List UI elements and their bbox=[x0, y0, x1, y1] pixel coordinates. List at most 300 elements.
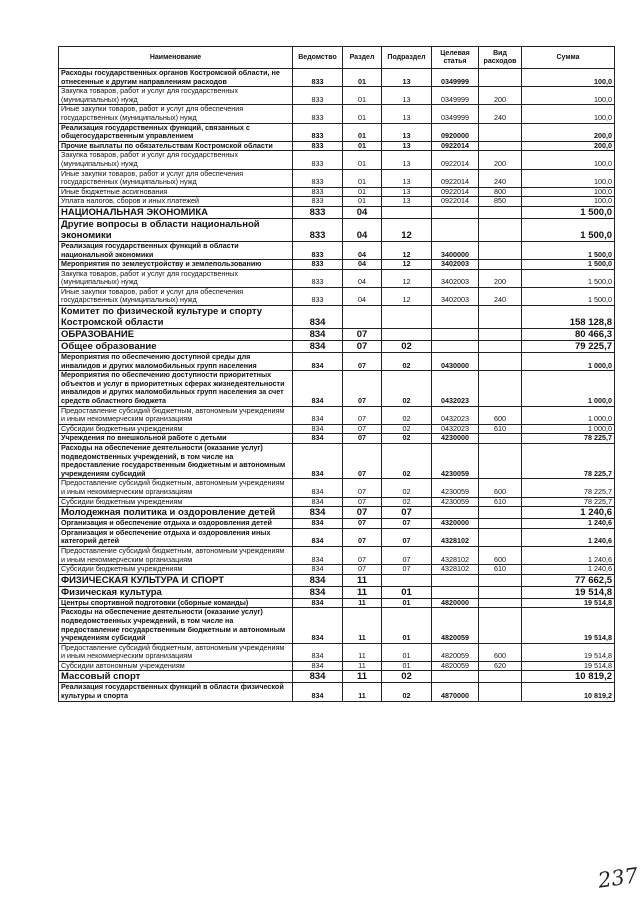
cell-subsection: 02 bbox=[382, 671, 432, 683]
cell-subsection: 13 bbox=[382, 141, 432, 151]
cell-expense-type bbox=[479, 586, 522, 598]
cell-amount: 1 240,6 bbox=[522, 507, 615, 519]
cell-name: Мероприятия по обеспечению доступности приоритетных объектов и услуг в приоритетных сферах жизнедеятельности инвалидов и других маломобильных групп населения за счет средств областного бюджета bbox=[59, 371, 293, 406]
cell-amount: 200,0 bbox=[522, 141, 615, 151]
cell-department: 834 bbox=[293, 424, 343, 434]
cell-subsection: 07 bbox=[382, 519, 432, 529]
table-row bbox=[59, 241, 615, 259]
cell-expense-type bbox=[479, 306, 522, 329]
cell-amount: 19 514,8 bbox=[522, 661, 615, 671]
cell-amount: 19 514,8 bbox=[522, 643, 615, 661]
cell-target-item: 3402003 bbox=[432, 269, 479, 287]
table-row bbox=[59, 497, 615, 507]
cell-target-item: 4820059 bbox=[432, 643, 479, 661]
cell-name: Предоставление субсидий бюджетным, автономным учреждениям и иным некоммерческим организациям bbox=[59, 643, 293, 661]
table-row bbox=[59, 206, 615, 218]
cell-section: 11 bbox=[343, 671, 382, 683]
table-row bbox=[59, 424, 615, 434]
cell-section: 01 bbox=[343, 197, 382, 207]
cell-expense-type: 600 bbox=[479, 643, 522, 661]
cell-section: 11 bbox=[343, 661, 382, 671]
cell-expense-type: 850 bbox=[479, 197, 522, 207]
cell-target-item bbox=[432, 574, 479, 586]
cell-section: 04 bbox=[343, 241, 382, 259]
header-target-item: Целевая статья bbox=[432, 47, 479, 69]
cell-expense-type bbox=[479, 598, 522, 608]
cell-target-item: 0922014 bbox=[432, 151, 479, 169]
table-row bbox=[59, 329, 615, 341]
cell-target-item: 0349999 bbox=[432, 87, 479, 105]
table-row bbox=[59, 287, 615, 305]
table-row bbox=[59, 406, 615, 424]
table-row bbox=[59, 269, 615, 287]
cell-section: 01 bbox=[343, 123, 382, 141]
cell-name: Предоставление субсидий бюджетным, автономным учреждениям и иным некоммерческим организациям bbox=[59, 479, 293, 497]
cell-section: 07 bbox=[343, 507, 382, 519]
cell-department: 833 bbox=[293, 87, 343, 105]
cell-amount: 100,0 bbox=[522, 169, 615, 187]
cell-expense-type: 200 bbox=[479, 269, 522, 287]
cell-amount: 100,0 bbox=[522, 187, 615, 197]
table-row bbox=[59, 661, 615, 671]
cell-name: Закупка товаров, работ и услуг для государственных (муниципальных) нужд bbox=[59, 269, 293, 287]
cell-expense-type bbox=[479, 241, 522, 259]
cell-name: Иные закупки товаров, работ и услуг для обеспечения государственных (муниципальных) нужд bbox=[59, 287, 293, 305]
table-row bbox=[59, 371, 615, 406]
cell-subsection: 02 bbox=[382, 353, 432, 371]
cell-name: Расходы на обеспечение деятельности (оказание услуг) подведомственных учреждений, в том числе на предоставление государственным бюджетным и автономным учреждениям субсидий bbox=[59, 444, 293, 479]
cell-section: 11 bbox=[343, 598, 382, 608]
cell-department: 834 bbox=[293, 683, 343, 701]
cell-name: Иные закупки товаров, работ и услуг для обеспечения государственных (муниципальных) нужд bbox=[59, 169, 293, 187]
cell-target-item: 4820059 bbox=[432, 661, 479, 671]
cell-subsection: 12 bbox=[382, 218, 432, 241]
cell-expense-type: 240 bbox=[479, 105, 522, 123]
cell-department: 834 bbox=[293, 507, 343, 519]
table-row bbox=[59, 197, 615, 207]
cell-department: 834 bbox=[293, 586, 343, 598]
cell-department: 833 bbox=[293, 218, 343, 241]
cell-amount: 1 500,0 bbox=[522, 260, 615, 270]
cell-name: Закупка товаров, работ и услуг для государственных (муниципальных) нужд bbox=[59, 151, 293, 169]
cell-name: ФИЗИЧЕСКАЯ КУЛЬТУРА И СПОРТ bbox=[59, 574, 293, 586]
cell-expense-type bbox=[479, 69, 522, 87]
cell-section: 07 bbox=[343, 329, 382, 341]
cell-target-item bbox=[432, 329, 479, 341]
cell-name: Прочие выплаты по обязательствам Костромской области bbox=[59, 141, 293, 151]
cell-amount: 1 500,0 bbox=[522, 287, 615, 305]
cell-amount: 1 240,6 bbox=[522, 528, 615, 546]
cell-department: 833 bbox=[293, 187, 343, 197]
cell-department: 834 bbox=[293, 329, 343, 341]
cell-target-item: 0922014 bbox=[432, 187, 479, 197]
header-department: Ведомство bbox=[293, 47, 343, 69]
cell-amount: 1 000,0 bbox=[522, 406, 615, 424]
cell-subsection: 13 bbox=[382, 123, 432, 141]
cell-expense-type: 800 bbox=[479, 187, 522, 197]
cell-department: 833 bbox=[293, 141, 343, 151]
cell-name: Центры спортивной подготовки (сборные команды) bbox=[59, 598, 293, 608]
cell-target-item bbox=[432, 306, 479, 329]
cell-subsection: 01 bbox=[382, 608, 432, 643]
cell-name: НАЦИОНАЛЬНАЯ ЭКОНОМИКА bbox=[59, 206, 293, 218]
cell-department: 833 bbox=[293, 105, 343, 123]
cell-subsection: 07 bbox=[382, 565, 432, 575]
header-amount: Сумма bbox=[522, 47, 615, 69]
cell-expense-type bbox=[479, 341, 522, 353]
cell-target-item: 4328102 bbox=[432, 528, 479, 546]
cell-department: 833 bbox=[293, 287, 343, 305]
cell-target-item bbox=[432, 341, 479, 353]
cell-subsection: 13 bbox=[382, 69, 432, 87]
cell-target-item: 0432023 bbox=[432, 406, 479, 424]
table-row bbox=[59, 434, 615, 444]
cell-section: 07 bbox=[343, 341, 382, 353]
cell-department: 833 bbox=[293, 197, 343, 207]
cell-subsection: 13 bbox=[382, 169, 432, 187]
cell-subsection: 13 bbox=[382, 197, 432, 207]
cell-department: 834 bbox=[293, 546, 343, 564]
cell-department: 833 bbox=[293, 269, 343, 287]
table-body bbox=[59, 69, 615, 702]
cell-name: Расходы на обеспечение деятельности (оказание услуг) подведомственных учреждений, в том числе на предоставление государственным бюджетным и автономным учреждениям субсидий bbox=[59, 608, 293, 643]
cell-target-item: 3402003 bbox=[432, 260, 479, 270]
cell-amount: 10 819,2 bbox=[522, 683, 615, 701]
cell-section: 04 bbox=[343, 269, 382, 287]
cell-section: 04 bbox=[343, 287, 382, 305]
cell-expense-type bbox=[479, 507, 522, 519]
table-row bbox=[59, 671, 615, 683]
cell-department: 834 bbox=[293, 643, 343, 661]
page-number: 237 bbox=[596, 863, 640, 893]
table-row bbox=[59, 151, 615, 169]
cell-department: 834 bbox=[293, 406, 343, 424]
cell-target-item: 3400000 bbox=[432, 241, 479, 259]
table-row bbox=[59, 260, 615, 270]
table-row bbox=[59, 586, 615, 598]
cell-name: Организация и обеспечение отдыха и оздоровления иных категорий детей bbox=[59, 528, 293, 546]
cell-expense-type bbox=[479, 444, 522, 479]
cell-name: Реализация государственных функций в области национальной экономики bbox=[59, 241, 293, 259]
cell-name: Субсидии бюджетным учреждениям bbox=[59, 424, 293, 434]
cell-expense-type bbox=[479, 260, 522, 270]
table-row bbox=[59, 574, 615, 586]
cell-section: 07 bbox=[343, 424, 382, 434]
cell-subsection: 12 bbox=[382, 269, 432, 287]
cell-section: 07 bbox=[343, 479, 382, 497]
cell-name: Иные закупки товаров, работ и услуг для обеспечения государственных (муниципальных) нужд bbox=[59, 105, 293, 123]
cell-department: 834 bbox=[293, 565, 343, 575]
cell-department: 834 bbox=[293, 574, 343, 586]
cell-subsection bbox=[382, 306, 432, 329]
cell-section: 01 bbox=[343, 141, 382, 151]
cell-amount: 200,0 bbox=[522, 123, 615, 141]
cell-target-item: 0922014 bbox=[432, 169, 479, 187]
cell-expense-type: 610 bbox=[479, 565, 522, 575]
cell-department: 833 bbox=[293, 241, 343, 259]
cell-expense-type: 610 bbox=[479, 497, 522, 507]
cell-section: 07 bbox=[343, 434, 382, 444]
cell-section: 07 bbox=[343, 371, 382, 406]
cell-section: 07 bbox=[343, 528, 382, 546]
table-row bbox=[59, 608, 615, 643]
cell-expense-type: 600 bbox=[479, 406, 522, 424]
cell-section: 07 bbox=[343, 406, 382, 424]
cell-department: 834 bbox=[293, 444, 343, 479]
cell-target-item: 4230059 bbox=[432, 444, 479, 479]
cell-section: 04 bbox=[343, 260, 382, 270]
cell-target-item: 4230059 bbox=[432, 497, 479, 507]
cell-section: 04 bbox=[343, 206, 382, 218]
cell-target-item: 0430000 bbox=[432, 353, 479, 371]
table-row bbox=[59, 187, 615, 197]
cell-subsection: 07 bbox=[382, 546, 432, 564]
cell-amount: 77 662,5 bbox=[522, 574, 615, 586]
cell-amount: 1 240,6 bbox=[522, 565, 615, 575]
cell-department: 834 bbox=[293, 371, 343, 406]
cell-section: 07 bbox=[343, 444, 382, 479]
table-row bbox=[59, 69, 615, 87]
table-row bbox=[59, 528, 615, 546]
cell-section: 01 bbox=[343, 87, 382, 105]
cell-section: 01 bbox=[343, 187, 382, 197]
cell-amount: 1 000,0 bbox=[522, 353, 615, 371]
cell-section: 07 bbox=[343, 519, 382, 529]
cell-subsection: 12 bbox=[382, 287, 432, 305]
cell-section: 11 bbox=[343, 683, 382, 701]
cell-name: Субсидии бюджетным учреждениям bbox=[59, 565, 293, 575]
table-row bbox=[59, 141, 615, 151]
table-row bbox=[59, 123, 615, 141]
cell-department: 834 bbox=[293, 434, 343, 444]
cell-section: 07 bbox=[343, 353, 382, 371]
cell-amount: 1 500,0 bbox=[522, 206, 615, 218]
cell-department: 834 bbox=[293, 598, 343, 608]
cell-target-item: 4820059 bbox=[432, 608, 479, 643]
cell-name: Другие вопросы в области национальной экономики bbox=[59, 218, 293, 241]
table-row bbox=[59, 306, 615, 329]
cell-expense-type bbox=[479, 206, 522, 218]
cell-department: 834 bbox=[293, 479, 343, 497]
table-header-row bbox=[59, 47, 615, 69]
cell-target-item: 4820000 bbox=[432, 598, 479, 608]
cell-amount: 80 466,3 bbox=[522, 329, 615, 341]
cell-expense-type: 200 bbox=[479, 151, 522, 169]
header-subsection: Подраздел bbox=[382, 47, 432, 69]
cell-expense-type bbox=[479, 434, 522, 444]
cell-expense-type: 600 bbox=[479, 546, 522, 564]
cell-name: Общее образование bbox=[59, 341, 293, 353]
cell-name: Комитет по физической культуре и спорту Костромской области bbox=[59, 306, 293, 329]
table-row bbox=[59, 683, 615, 701]
cell-subsection: 02 bbox=[382, 444, 432, 479]
cell-subsection: 02 bbox=[382, 497, 432, 507]
cell-expense-type: 200 bbox=[479, 87, 522, 105]
cell-section: 01 bbox=[343, 151, 382, 169]
table-row bbox=[59, 105, 615, 123]
cell-subsection: 01 bbox=[382, 586, 432, 598]
cell-target-item bbox=[432, 206, 479, 218]
cell-subsection: 02 bbox=[382, 341, 432, 353]
cell-target-item: 0922014 bbox=[432, 197, 479, 207]
table-row bbox=[59, 353, 615, 371]
cell-expense-type: 600 bbox=[479, 479, 522, 497]
cell-expense-type bbox=[479, 353, 522, 371]
cell-expense-type bbox=[479, 123, 522, 141]
table-row bbox=[59, 546, 615, 564]
cell-target-item bbox=[432, 218, 479, 241]
cell-subsection: 12 bbox=[382, 260, 432, 270]
cell-target-item bbox=[432, 507, 479, 519]
cell-amount: 100,0 bbox=[522, 69, 615, 87]
table-row bbox=[59, 341, 615, 353]
cell-name: Учреждения по внешкольной работе с детьми bbox=[59, 434, 293, 444]
cell-name: Молодежная политика и оздоровление детей bbox=[59, 507, 293, 519]
table-row bbox=[59, 507, 615, 519]
cell-department: 833 bbox=[293, 206, 343, 218]
cell-name: Мероприятия по землеустройству и землепользованию bbox=[59, 260, 293, 270]
cell-name: Субсидии бюджетным учреждениям bbox=[59, 497, 293, 507]
table-row bbox=[59, 479, 615, 497]
cell-name: ОБРАЗОВАНИЕ bbox=[59, 329, 293, 341]
cell-amount: 1 240,6 bbox=[522, 546, 615, 564]
cell-target-item: 4230000 bbox=[432, 434, 479, 444]
cell-name: Реализация государственных функций, связанных с общегосударственным управлением bbox=[59, 123, 293, 141]
table-row bbox=[59, 87, 615, 105]
cell-amount: 1 500,0 bbox=[522, 241, 615, 259]
cell-subsection: 01 bbox=[382, 661, 432, 671]
cell-target-item bbox=[432, 671, 479, 683]
cell-target-item: 0920000 bbox=[432, 123, 479, 141]
cell-department: 833 bbox=[293, 151, 343, 169]
cell-subsection: 13 bbox=[382, 187, 432, 197]
cell-name: Уплата налогов, сборов и иных платежей bbox=[59, 197, 293, 207]
cell-amount: 10 819,2 bbox=[522, 671, 615, 683]
cell-name: Иные бюджетные ассигнования bbox=[59, 187, 293, 197]
cell-expense-type: 240 bbox=[479, 287, 522, 305]
cell-department: 834 bbox=[293, 661, 343, 671]
cell-department: 833 bbox=[293, 260, 343, 270]
cell-target-item: 0432023 bbox=[432, 424, 479, 434]
cell-amount: 100,0 bbox=[522, 151, 615, 169]
cell-target-item: 3402003 bbox=[432, 287, 479, 305]
cell-amount: 1 000,0 bbox=[522, 424, 615, 434]
budget-table bbox=[58, 46, 615, 702]
cell-target-item: 0349999 bbox=[432, 105, 479, 123]
table-row bbox=[59, 169, 615, 187]
cell-department: 833 bbox=[293, 123, 343, 141]
cell-subsection: 02 bbox=[382, 406, 432, 424]
cell-expense-type bbox=[479, 218, 522, 241]
cell-target-item: 4328102 bbox=[432, 565, 479, 575]
cell-name: Расходы государственных органов Костромской области, не отнесенные к другим направлениям расходов bbox=[59, 69, 293, 87]
cell-amount: 19 514,8 bbox=[522, 586, 615, 598]
cell-department: 834 bbox=[293, 341, 343, 353]
cell-department: 834 bbox=[293, 528, 343, 546]
cell-amount: 78 225,7 bbox=[522, 434, 615, 444]
cell-name: Закупка товаров, работ и услуг для государственных (муниципальных) нужд bbox=[59, 87, 293, 105]
cell-target-item: 0349999 bbox=[432, 69, 479, 87]
header-section: Раздел bbox=[343, 47, 382, 69]
cell-section: 07 bbox=[343, 497, 382, 507]
cell-target-item bbox=[432, 586, 479, 598]
cell-section: 07 bbox=[343, 546, 382, 564]
cell-name: Физическая культура bbox=[59, 586, 293, 598]
cell-name: Субсидии автономным учреждениям bbox=[59, 661, 293, 671]
cell-section: 11 bbox=[343, 574, 382, 586]
cell-name: Массовый спорт bbox=[59, 671, 293, 683]
cell-section: 04 bbox=[343, 218, 382, 241]
cell-expense-type bbox=[479, 683, 522, 701]
cell-expense-type bbox=[479, 528, 522, 546]
cell-name: Предоставление субсидий бюджетным, автономным учреждениям и иным некоммерческим организациям bbox=[59, 406, 293, 424]
cell-amount: 100,0 bbox=[522, 87, 615, 105]
table-row bbox=[59, 643, 615, 661]
cell-section: 01 bbox=[343, 105, 382, 123]
cell-department: 834 bbox=[293, 353, 343, 371]
cell-amount: 1 500,0 bbox=[522, 269, 615, 287]
cell-target-item: 4870000 bbox=[432, 683, 479, 701]
cell-expense-type bbox=[479, 574, 522, 586]
cell-expense-type bbox=[479, 671, 522, 683]
cell-subsection: 12 bbox=[382, 241, 432, 259]
cell-amount: 78 225,7 bbox=[522, 444, 615, 479]
cell-section: 01 bbox=[343, 69, 382, 87]
cell-department: 834 bbox=[293, 306, 343, 329]
cell-expense-type: 610 bbox=[479, 424, 522, 434]
cell-target-item: 0922014 bbox=[432, 141, 479, 151]
cell-subsection: 13 bbox=[382, 151, 432, 169]
cell-subsection: 02 bbox=[382, 371, 432, 406]
table-row bbox=[59, 519, 615, 529]
cell-subsection: 01 bbox=[382, 598, 432, 608]
cell-name: Реализация государственных функций в области физической культуры и спорта bbox=[59, 683, 293, 701]
cell-amount: 100,0 bbox=[522, 105, 615, 123]
cell-subsection: 13 bbox=[382, 87, 432, 105]
cell-amount: 78 225,7 bbox=[522, 497, 615, 507]
cell-subsection: 07 bbox=[382, 507, 432, 519]
cell-amount: 100,0 bbox=[522, 197, 615, 207]
cell-name: Организация и обеспечение отдыха и оздоровления детей bbox=[59, 519, 293, 529]
cell-department: 834 bbox=[293, 497, 343, 507]
cell-expense-type bbox=[479, 329, 522, 341]
header-expense-type: Вид расходов bbox=[479, 47, 522, 69]
table-row bbox=[59, 565, 615, 575]
cell-expense-type bbox=[479, 519, 522, 529]
cell-expense-type: 240 bbox=[479, 169, 522, 187]
cell-target-item: 4230059 bbox=[432, 479, 479, 497]
header-name: Наименование bbox=[59, 47, 293, 69]
cell-name: Предоставление субсидий бюджетным, автономным учреждениям и иным некоммерческим организациям bbox=[59, 546, 293, 564]
cell-section: 11 bbox=[343, 586, 382, 598]
cell-expense-type bbox=[479, 141, 522, 151]
cell-amount: 1 500,0 bbox=[522, 218, 615, 241]
cell-department: 834 bbox=[293, 608, 343, 643]
cell-section bbox=[343, 306, 382, 329]
cell-expense-type bbox=[479, 371, 522, 406]
cell-amount: 19 514,8 bbox=[522, 598, 615, 608]
cell-section: 11 bbox=[343, 608, 382, 643]
cell-subsection: 02 bbox=[382, 683, 432, 701]
cell-amount: 78 225,7 bbox=[522, 479, 615, 497]
cell-department: 834 bbox=[293, 671, 343, 683]
cell-target-item: 4320000 bbox=[432, 519, 479, 529]
cell-amount: 1 000,0 bbox=[522, 371, 615, 406]
cell-name: Мероприятия по обеспечению доступной среды для инвалидов и других маломобильных групп населения bbox=[59, 353, 293, 371]
table-row bbox=[59, 444, 615, 479]
cell-subsection: 02 bbox=[382, 424, 432, 434]
cell-section: 01 bbox=[343, 169, 382, 187]
